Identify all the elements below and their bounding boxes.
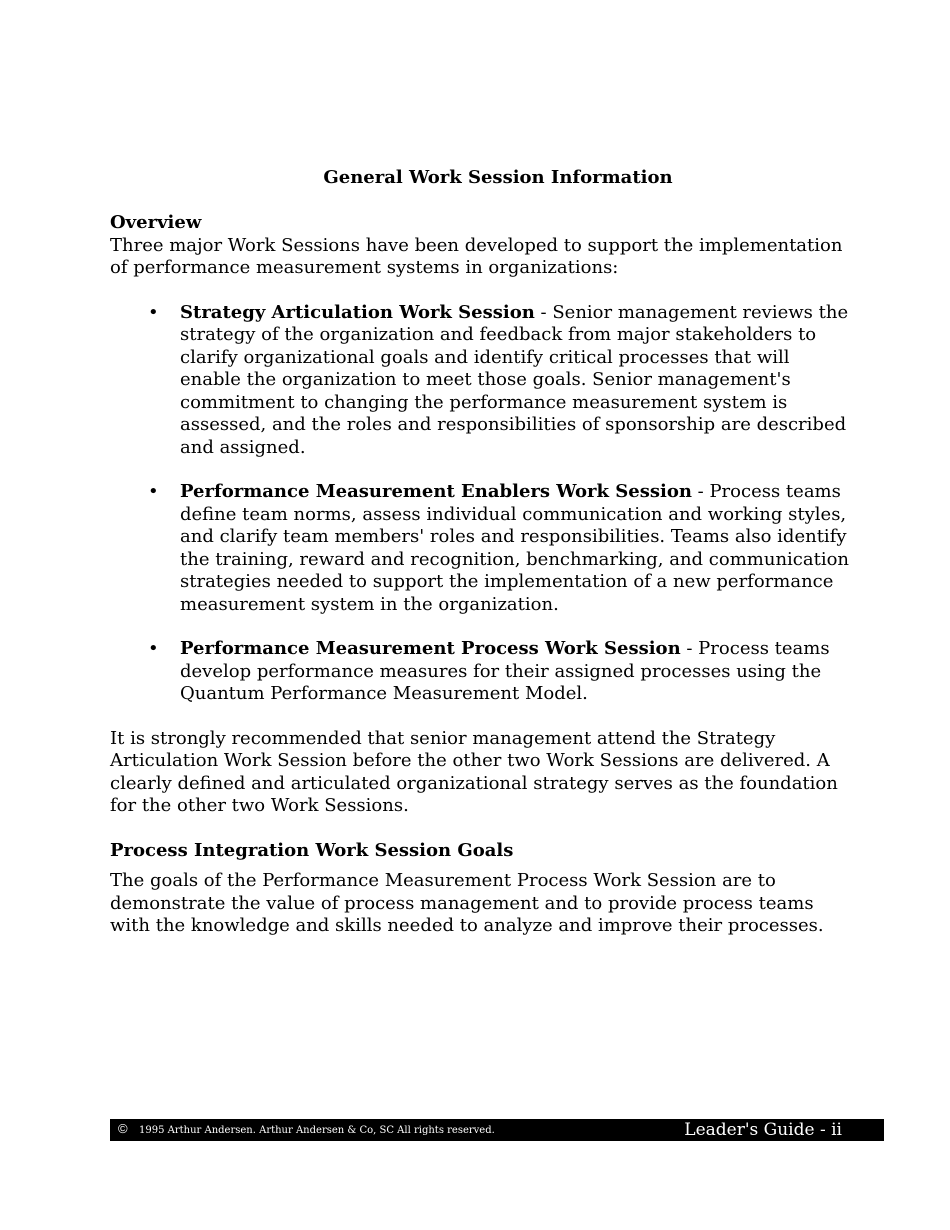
list-item-process-session bbox=[110, 638, 850, 706]
session-name: Performance Measurement Process Work Session bbox=[180, 638, 681, 659]
session-list bbox=[110, 302, 850, 706]
recommendation-paragraph: It is strongly recommended that senior management attend the Strategy Articulation Work Session before the other two Work Sessions are delivered. A clearly defined and articulated organizational strategy serves as the foundation for the other two Work Sessions. bbox=[110, 727, 838, 816]
goals-paragraph: The goals of the Performance Measurement Process Work Session are to demonstrate the value of process management and to provide process teams with the knowledge and skills needed to analyze and improve their processes. bbox=[110, 870, 824, 936]
list-item-strategy-session bbox=[110, 302, 850, 460]
goals-heading: Process Integration Work Session Goals bbox=[110, 839, 514, 861]
page-footer bbox=[110, 1119, 884, 1141]
page-title: General Work Session Information bbox=[323, 167, 673, 188]
list-item-enablers-session bbox=[110, 481, 850, 616]
session-description: - Senior management reviews the strategy of the organization and feedback from major stakeholders to clarify organizational goals and identify critical processes that will enable the organization to meet those goals. Senior management's commitment to changing the performance measurement system is assessed, and the roles and responsibilities of sponsorship are described and assigned. bbox=[180, 301, 849, 458]
copyright-text: 1995 Arthur Andersen. Arthur Andersen & Co, SC All rights reserved. bbox=[139, 1125, 495, 1136]
bullet-icon: • bbox=[148, 638, 159, 659]
session-description: - Process teams define team norms, assess individual communication and working styles, and clarify team members' roles and responsibilities. Teams also identify the training, reward and recognition, benchmarking, and communication strategies needed to support the implementation of a new performance measurement system in the organization. bbox=[180, 481, 850, 615]
session-name: Performance Measurement Enablers Work Session bbox=[180, 481, 692, 502]
bullet-icon: • bbox=[148, 481, 159, 502]
bullet-icon: • bbox=[148, 301, 159, 323]
session-name: Strategy Articulation Work Session bbox=[180, 301, 535, 323]
session-description: - Process teams develop performance measures for their assigned processes using the Quantum Performance Measurement Model. bbox=[180, 638, 830, 704]
copyright-icon: © bbox=[118, 1121, 128, 1136]
overview-heading: Overview bbox=[110, 212, 202, 233]
overview-intro: Three major Work Sessions have been developed to support the implementation of performance measurement systems in organizations: bbox=[110, 234, 843, 278]
page-label: Leader's Guide - ii bbox=[684, 1120, 842, 1140]
overview-section bbox=[110, 212, 850, 938]
